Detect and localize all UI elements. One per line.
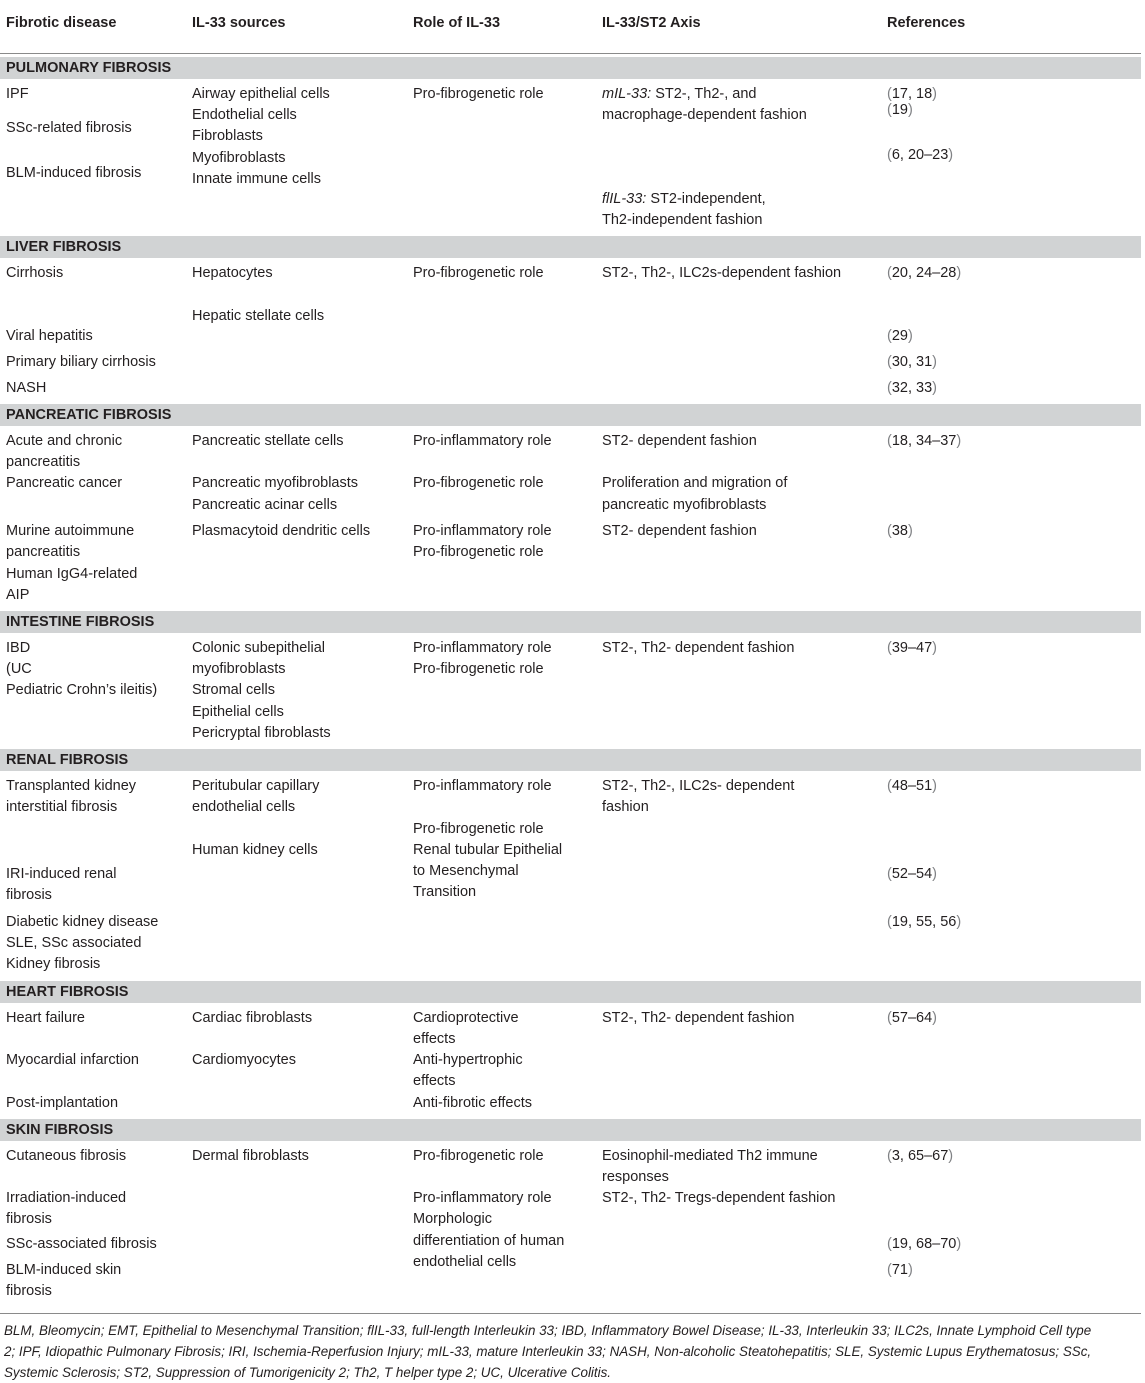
reference-link[interactable]: 19, 55, 56 (891, 914, 957, 930)
section-title-pulmonary: PULMONARY FIBROSIS (6, 60, 172, 76)
reference-link[interactable]: 17, 18 (891, 86, 933, 102)
disease-cell: IRI-induced renal (6, 866, 117, 882)
header-references: References (887, 15, 966, 31)
disease-cell: Cutaneous fibrosis (6, 1148, 127, 1164)
disease-cell: AIP (6, 587, 30, 603)
reference-link[interactable]: 19 (891, 102, 908, 118)
disease-cell: Diabetic kidney disease (6, 914, 159, 930)
source-cell: Pancreatic myofibroblasts (192, 475, 359, 491)
disease-cell: Transplanted kidney (6, 778, 137, 794)
role-cell: Pro-fibrogenetic role (413, 265, 544, 281)
source-cell: Stromal cells (192, 682, 275, 698)
disease-cell: interstitial fibrosis (6, 799, 118, 815)
disease-cell: Post-implantation (6, 1095, 119, 1111)
disease-cell: Acute and chronic (6, 433, 123, 449)
role-cell: Pro-fibrogenetic role (413, 1148, 544, 1164)
section-band-skin (0, 1119, 1141, 1141)
axis-cell: ST2-, Th2-, ILC2s- dependent (602, 778, 795, 794)
source-cell: Endothelial cells (192, 107, 297, 123)
axis-term: mIL-33: (602, 86, 652, 102)
footnote-line: 2; IPF, Idiopathic Pulmonary Fibrosis; IRI, Ischemia-Reperfusion Injury; mIL-33, mature Interleukin 33; NASH, Non-alcoholic Steatohepatitis; SLE, Systemic Lupus Erythematosus; SSc, (4, 1344, 1092, 1359)
role-cell: Transition (413, 884, 477, 900)
reference-cell: (3, 65–67) (887, 1148, 954, 1164)
source-cell: Hepatic stellate cells (192, 308, 325, 324)
source-cell: Epithelial cells (192, 704, 284, 720)
disease-cell: Human IgG4-related (6, 566, 138, 582)
disease-cell: pancreatitis (6, 544, 81, 560)
disease-cell: Irradiation-induced (6, 1190, 127, 1206)
reference-cell: (71) (887, 1262, 913, 1278)
reference-link[interactable]: 52–54 (891, 866, 933, 882)
role-cell: differentiation of human (413, 1233, 565, 1249)
role-cell: Morphologic (413, 1211, 492, 1227)
disease-cell: Pancreatic cancer (6, 475, 123, 491)
source-cell: Innate immune cells (192, 171, 321, 187)
disease-cell: SSc-associated fibrosis (6, 1236, 157, 1252)
role-cell: Pro-inflammatory role (413, 523, 552, 539)
source-cell: Cardiac fibroblasts (192, 1010, 313, 1026)
reference-link[interactable]: 48–51 (891, 778, 933, 794)
axis-text: ST2-independent, (646, 191, 766, 207)
header-fibrotic-disease: Fibrotic disease (6, 15, 117, 31)
section-band-heart (0, 981, 1141, 1003)
reference-cell: (17, 18) (887, 86, 938, 102)
role-cell: effects (413, 1031, 456, 1047)
reference-cell: (52–54) (887, 866, 938, 882)
source-cell: Myofibroblasts (192, 150, 286, 166)
disease-cell: Pediatric Crohn’s ileitis) (6, 682, 158, 698)
axis-cell: Th2-independent fashion (602, 212, 763, 228)
reference-link[interactable]: 39–47 (891, 640, 933, 656)
role-cell: Pro-inflammatory role (413, 640, 552, 656)
role-cell: Pro-fibrogenetic role (413, 86, 544, 102)
disease-cell: Myocardial infarction (6, 1052, 139, 1068)
disease-cell: Murine autoimmune (6, 523, 135, 539)
axis-cell: ST2-, Th2- Tregs-dependent fashion (602, 1190, 836, 1206)
axis-cell: responses (602, 1169, 669, 1185)
reference-cell: (38) (887, 523, 913, 539)
reference-cell: (48–51) (887, 778, 938, 794)
role-cell: Anti-hypertrophic (413, 1052, 523, 1068)
reference-link[interactable]: 20, 24–28 (891, 265, 957, 281)
role-cell: Pro-fibrogenetic role (413, 661, 544, 677)
role-cell: to Mesenchymal (413, 863, 519, 879)
role-cell: Pro-inflammatory role (413, 778, 552, 794)
reference-cell: (6, 20–23) (887, 147, 954, 163)
role-cell: Renal tubular Epithelial (413, 842, 563, 858)
reference-cell: (32, 33) (887, 380, 938, 396)
axis-cell (602, 189, 766, 210)
disease-cell: Cirrhosis (6, 265, 64, 281)
reference-cell: (19, 68–70) (887, 1236, 962, 1252)
disease-cell: pancreatitis (6, 454, 81, 470)
reference-cell: (39–47) (887, 640, 938, 656)
axis-term: flIL-33: (602, 191, 647, 207)
reference-link[interactable]: 57–64 (891, 1010, 933, 1026)
section-title-renal: RENAL FIBROSIS (6, 752, 129, 768)
disease-cell: BLM-induced fibrosis (6, 165, 142, 181)
section-title-heart: HEART FIBROSIS (6, 984, 129, 1000)
disease-cell: Primary biliary cirrhosis (6, 354, 156, 370)
reference-link[interactable]: 19, 68–70 (891, 1236, 957, 1252)
disease-cell: fibrosis (6, 887, 52, 903)
source-cell: Plasmacytoid dendritic cells (192, 523, 371, 539)
table-bottom-divider (0, 1313, 1141, 1314)
section-title-liver: LIVER FIBROSIS (6, 239, 122, 255)
source-cell: Pericryptal fibroblasts (192, 725, 331, 741)
disease-cell: Viral hepatitis (6, 328, 93, 344)
role-cell: Pro-inflammatory role (413, 433, 552, 449)
source-cell: Dermal fibroblasts (192, 1148, 309, 1164)
header-role-of-il33: Role of IL-33 (413, 15, 501, 31)
reference-link[interactable]: 30, 31 (891, 354, 933, 370)
disease-cell: BLM-induced skin (6, 1262, 122, 1278)
disease-cell: SLE, SSc associated (6, 935, 142, 951)
reference-cell: (29) (887, 328, 913, 344)
footnote-line: BLM, Bleomycin; EMT, Epithelial to Mesenchymal Transition; flIL-33, full-length Interleukin 33; IBD, Inflammatory Bowel Disease; IL-33, Interleukin 33; ILC2s, Innate Lymphoid Cell type (4, 1323, 1092, 1338)
disease-cell: NASH (6, 380, 47, 396)
source-cell: Fibroblasts (192, 128, 263, 144)
source-cell: Colonic subepithelial (192, 640, 325, 656)
role-cell: Pro-fibrogenetic role (413, 821, 544, 837)
reference-link[interactable]: 6, 20–23 (891, 147, 949, 163)
reference-link[interactable]: 18, 34–37 (891, 433, 957, 449)
disease-cell: Heart failure (6, 1010, 85, 1026)
reference-link[interactable]: 3, 65–67 (891, 1148, 949, 1164)
source-cell: endothelial cells (192, 799, 296, 815)
axis-cell: pancreatic myofibroblasts (602, 497, 767, 513)
source-cell: Peritubular capillary (192, 778, 320, 794)
source-cell: Airway epithelial cells (192, 86, 330, 102)
disease-cell: IPF (6, 86, 29, 102)
section-title-intestine: INTESTINE FIBROSIS (6, 614, 155, 630)
reference-cell: (20, 24–28) (887, 265, 962, 281)
source-cell: Cardiomyocytes (192, 1052, 296, 1068)
role-cell: Cardioprotective (413, 1010, 519, 1026)
role-cell: Anti-fibrotic effects (413, 1095, 533, 1111)
role-cell: endothelial cells (413, 1254, 517, 1270)
reference-cell: (19, 55, 56) (887, 914, 962, 930)
footnote-line: Systemic Sclerosis; ST2, Suppression of Tumorigenicity 2; Th2, T helper type 2; UC, Ulcerative Colitis. (4, 1365, 612, 1380)
header-il33-sources: IL-33 sources (192, 15, 286, 31)
disease-cell: Kidney fibrosis (6, 956, 101, 972)
role-cell: effects (413, 1073, 456, 1089)
reference-link[interactable]: 38 (891, 523, 908, 539)
axis-cell: macrophage-dependent fashion (602, 107, 807, 123)
section-band-liver (0, 236, 1141, 258)
section-band-intestine (0, 611, 1141, 633)
axis-text: ST2-, Th2-, and (651, 86, 757, 102)
axis-cell: Proliferation and migration of (602, 475, 788, 491)
reference-link[interactable]: 71 (891, 1262, 908, 1278)
section-title-skin: SKIN FIBROSIS (6, 1122, 114, 1138)
disease-cell: fibrosis (6, 1283, 52, 1299)
reference-cell: (30, 31) (887, 354, 938, 370)
axis-cell: fashion (602, 799, 649, 815)
reference-link[interactable]: 29 (891, 328, 908, 344)
source-cell: Pancreatic stellate cells (192, 433, 344, 449)
section-band-renal (0, 749, 1141, 771)
role-cell: Pro-fibrogenetic role (413, 544, 544, 560)
reference-cell: (57–64) (887, 1010, 938, 1026)
reference-cell: (19) (887, 102, 913, 118)
axis-cell (602, 84, 756, 105)
source-cell: myofibroblasts (192, 661, 286, 677)
role-cell: Pro-inflammatory role (413, 1190, 552, 1206)
disease-cell: IBD (6, 640, 31, 656)
axis-cell: ST2-, Th2- dependent fashion (602, 1010, 795, 1026)
axis-cell: Eosinophil-mediated Th2 immune (602, 1148, 818, 1164)
disease-cell: (UC (6, 661, 32, 677)
disease-cell: fibrosis (6, 1211, 52, 1227)
role-cell: Pro-fibrogenetic role (413, 475, 544, 491)
disease-cell: SSc-related fibrosis (6, 120, 132, 136)
section-title-pancreatic: PANCREATIC FIBROSIS (6, 407, 172, 423)
reference-link[interactable]: 32, 33 (891, 380, 933, 396)
header-divider (0, 53, 1141, 54)
axis-cell: ST2-, Th2-, ILC2s-dependent fashion (602, 265, 842, 281)
source-cell: Human kidney cells (192, 842, 318, 858)
axis-cell: ST2- dependent fashion (602, 523, 757, 539)
axis-cell: ST2- dependent fashion (602, 433, 757, 449)
axis-cell: ST2-, Th2- dependent fashion (602, 640, 795, 656)
header-il33-st2-axis: IL-33/ST2 Axis (602, 15, 701, 31)
source-cell: Pancreatic acinar cells (192, 497, 338, 513)
source-cell: Hepatocytes (192, 265, 273, 281)
reference-cell: (18, 34–37) (887, 433, 962, 449)
